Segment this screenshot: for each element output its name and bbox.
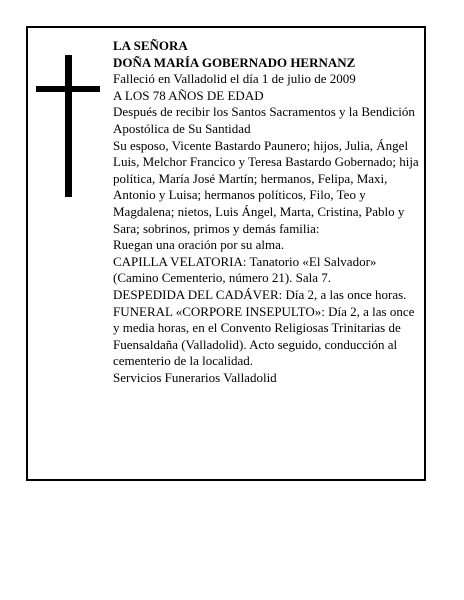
sacraments-statement: Después de recibir los Santos Sacramentos y la Bendición Apostólica de Su Santidad (113, 104, 415, 136)
death-statement: Falleció en Valladolid el día 1 de julio de 2009 (113, 71, 356, 87)
funeral-services: Servicios Funerarios Valladolid (113, 369, 277, 385)
honorific: LA SEÑORA (113, 38, 188, 53)
cross-vertical-bar (65, 55, 72, 197)
cross-icon (36, 55, 100, 197)
cross-horizontal-bar (36, 86, 100, 92)
funeral-statement: FUNERAL «CORPORE INSEPULTO»: Día 2, a las once y media horas, en el Convento Religiosas Trinitarias de Fuensaldaña (Valladolid). Acto seguido, conducción al cementerio de la localidad. (113, 303, 415, 369)
age-statement: A LOS 78 AÑOS DE EDAD (113, 87, 264, 103)
obituary-text (113, 38, 421, 386)
farewell-statement: DESPEDIDA DEL CADÁVER: Día 2, a las once horas. (113, 286, 407, 302)
chapel-statement: CAPILLA VELATORIA: Tanatorio «El Salvador» (Camino Cementerio, número 21). Sala 7. (113, 253, 377, 286)
deceased-name: DOÑA MARÍA GOBERNADO HERNANZ (113, 54, 356, 70)
prayer-statement: Ruegan una oración por su alma. (113, 237, 285, 253)
family-statement: Su esposo, Vicente Bastardo Paunero; hijos, Julia, Ángel Luis, Melchor Francico y Teresa Bastardo Gobernado; hija política, María José Martín; hermanos, Felipa, Maxi, Antonio y Luisa; hermanos políticos, Filo, Teo y Magdalena; nietos, Luis Ángel, Marta, Cristina, Pablo y Sara; sobrinos, primos y demás familia: (113, 137, 419, 236)
